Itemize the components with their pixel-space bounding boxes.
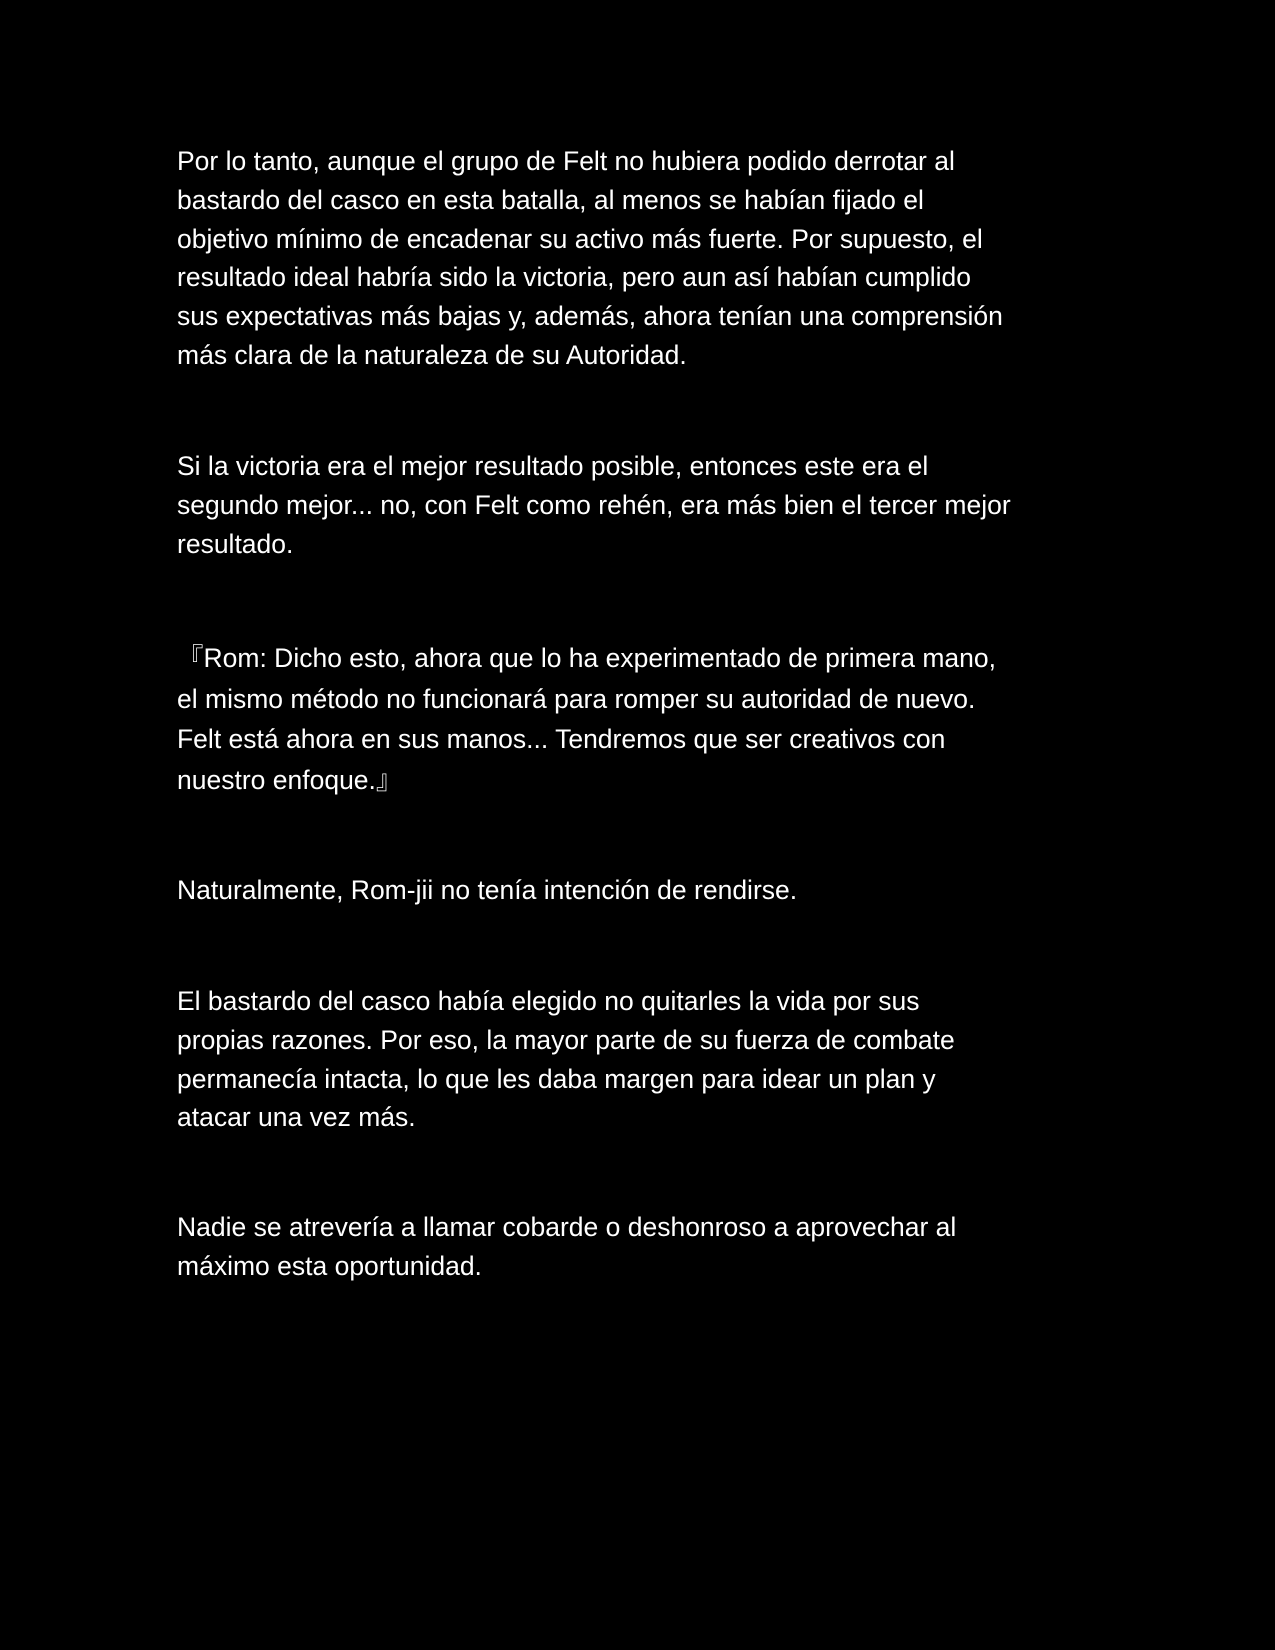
- dialogue-paragraph-rom: 『Rom: Dicho esto, ahora que lo ha experimentado de primera mano, el mismo método no funcionará para romper su autoridad de nuevo. Felt está ahora en sus manos... Tendremos que ser creativos con nuestro enfoque.』: [177, 643, 996, 795]
- paragraph-4: Naturalmente, Rom-jii no tenía intención de rendirse.: [177, 875, 798, 905]
- paragraph-5: El bastardo del casco había elegido no quitarles la vida por sus propias razones. Por eso, la mayor parte de su fuerza de combate permanecía intacta, lo que les daba margen para idear un plan y atacar una vez más.: [177, 986, 955, 1133]
- paragraph-6: Nadie se atrevería a llamar cobarde o deshonroso a aprovechar al máximo esta oportunidad.: [177, 1212, 957, 1281]
- paragraph-1: Por lo tanto, aunque el grupo de Felt no hubiera podido derrotar al bastardo del casco en esta batalla, al menos se habían fijado el objetivo mínimo de encadenar su activo más fuerte. Por supuesto, el resultado ideal habría sido la victoria, pero aun así habían cumplido sus expectativas más bajas y, además, ahora tenían una comprensión más clara de la naturaleza de su Autoridad.: [177, 146, 1003, 370]
- paragraph-2: Si la victoria era el mejor resultado posible, entonces este era el segundo mejor... no, con Felt como rehén, era más bien el tercer mejor resultado.: [177, 451, 1011, 559]
